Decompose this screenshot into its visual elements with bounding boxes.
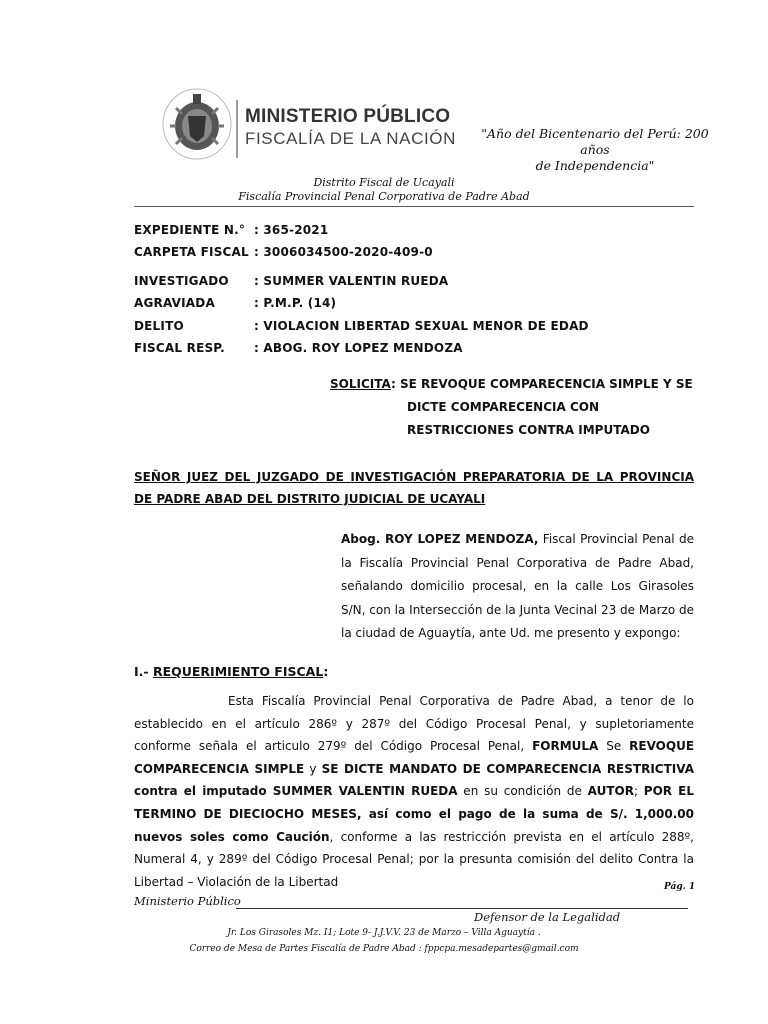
agraviada-label: AGRAVIADA	[134, 296, 215, 310]
body-bold-5: POR EL TERMINO DE DIECIOCHO MESES, así como el pago de la suma de S/. 1,000.00 nuevos soles como Caución	[134, 784, 695, 844]
section-title: REQUERIMIENTO FISCAL	[152, 664, 324, 679]
motto-line-2: de Independencia"	[535, 158, 655, 173]
intro-paragraph	[341, 528, 694, 646]
requirement-paragraph	[134, 690, 694, 893]
page-number: Pág. 1	[664, 882, 696, 892]
expediente-row	[134, 223, 328, 237]
fiscal-value: : ABOG. ROY LOPEZ MENDOZA	[254, 341, 463, 355]
body-text-3: y	[304, 761, 322, 776]
section-colon: :	[323, 664, 329, 679]
agraviada-row	[134, 296, 336, 310]
carpeta-row	[134, 245, 433, 259]
fiscal-label: FISCAL RESP.	[134, 341, 225, 355]
delito-row	[134, 319, 589, 333]
body-bold-2: REVOQUE COMPARECENCIA SIMPLE	[134, 739, 695, 776]
addressee: SEÑOR JUEZ DEL JUZGADO DE INVESTIGACIÓN PREPARATORIA DE LA PROVINCIA DE PADRE ABAD DEL DISTRITO JUDICIAL DE UCAYALI	[134, 470, 694, 506]
body-text-6: , conforme a las restricción prevista en el artículo 288º, Numeral 4, y 289º del Código Procesal Penal; por la presunta comisión del delito Contra la Libertad – Violación de la Libertad	[134, 829, 694, 889]
motto-line-1: "Año del Bicentenario del Perú: 200 años	[481, 126, 709, 157]
body-text-2: Se	[598, 739, 630, 754]
body-text-5: ;	[633, 784, 644, 799]
shield-seal-icon	[160, 86, 234, 162]
footer-email: Correo de Mesa de Partes Fiscalía de Padre Abad : fppcpa.mesadepartes@gmail.com	[189, 944, 579, 954]
body-bold-1: FORMULA	[532, 739, 599, 754]
footer-ministry: Ministerio Público	[134, 894, 241, 908]
institution-name: MINISTERIO PÚBLICO	[245, 106, 451, 127]
footer-role: Defensor de la Legalidad	[474, 910, 621, 924]
carpeta-value: : 3006034500-2020-409-0	[254, 245, 433, 259]
fiscal-row	[134, 341, 463, 355]
district-name: Distrito Fiscal de Ucayali	[313, 176, 455, 189]
solicita-line-2: DICTE COMPARECENCIA CON	[407, 400, 599, 414]
intro-text: Fiscal Provincial Penal de la Fiscalía Provincial Penal Corporativa de Padre Abad, señalando domicilio procesal, en la calle Los Girasoles S/N, con la Intersección de la Junta Vecinal 23 de Marzo de la ciudad de Aguaytía, ante Ud. me presento y expongo:	[341, 532, 695, 640]
footer-rule	[236, 908, 688, 909]
delito-label: DELITO	[134, 319, 184, 333]
institution-subtitle: FISCALÍA DE LA NACIÓN	[245, 129, 456, 148]
solicita-line-1	[330, 377, 693, 391]
investigado-label: INVESTIGADO	[134, 274, 229, 288]
solicita-line-3: RESTRICCIONES CONTRA IMPUTADO	[407, 423, 650, 437]
body-text-1: Esta Fiscalía Provincial Penal Corporativa de Padre Abad, a tenor de lo establecido en el artículo 286º y 287º del Código Procesal Penal, y supletoriamente conforme señala el articulo 279º del Código Procesal Penal,	[134, 694, 694, 754]
solicita-text-1: : SE REVOQUE COMPARECENCIA SIMPLE Y SE	[391, 377, 693, 391]
body-text-4: en su condición de	[457, 784, 588, 799]
header-rule	[134, 206, 694, 207]
body-bold-4: AUTOR	[587, 784, 634, 799]
footer-address: Jr. Los Girasoles Mz. I1; Lote 9- J.J.V.V. 23 de Marzo – Villa Aguaytía .	[227, 928, 541, 938]
solicita-label: SOLICITA	[330, 377, 391, 391]
expediente-label: EXPEDIENTE N.°	[134, 223, 246, 237]
carpeta-label: CARPETA FISCAL	[134, 245, 249, 259]
section-heading	[134, 664, 328, 679]
investigado-value: : SUMMER VALENTIN RUEDA	[254, 274, 449, 288]
section-number: I.-	[134, 664, 153, 679]
expediente-value: : 365-2021	[254, 223, 329, 237]
office-name: Fiscalía Provincial Penal Corporativa de Padre Abad	[238, 190, 530, 203]
body-bold-3: SE DICTE MANDATO DE COMPARECENCIA RESTRICTIVA contra el imputado SUMMER VALENTIN RUEDA	[134, 761, 694, 799]
agraviada-value: : P.M.P. (14)	[254, 296, 337, 310]
year-motto	[470, 126, 720, 174]
investigado-row	[134, 274, 448, 288]
delito-value: : VIOLACION LIBERTAD SEXUAL MENOR DE EDAD	[254, 319, 589, 333]
logo-divider	[236, 100, 238, 158]
prosecutor-name: Abog. ROY LOPEZ MENDOZA,	[341, 532, 539, 546]
